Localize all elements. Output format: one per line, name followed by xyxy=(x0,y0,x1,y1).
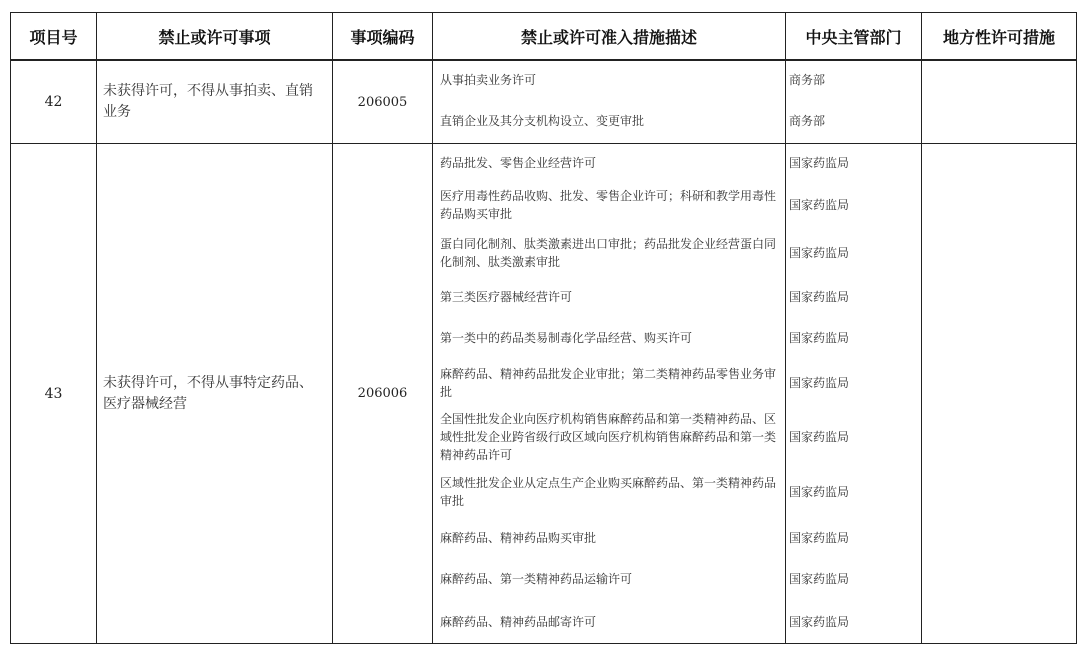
row-id: 43 xyxy=(11,144,97,644)
measure-desc: 区域性批发企业从定点生产企业购买麻醉药品、第一类精神药品审批 xyxy=(440,476,777,508)
measure-dept: 国家药监局 xyxy=(789,614,850,629)
measure-dept: 国家药监局 xyxy=(789,245,850,260)
measure-dept: 国家药监局 xyxy=(789,198,850,212)
dept-list xyxy=(786,60,922,144)
measure-desc: 麻醉药品、精神药品购买审批 xyxy=(440,530,597,545)
measure-dept: 国家药监局 xyxy=(789,485,850,499)
measure-desc: 第三类医疗器械经营许可 xyxy=(440,290,573,304)
measure-desc: 麻醉药品、精神药品批发企业审批；第二类精神药品零售业务审批 xyxy=(440,367,777,399)
measure-dept: 国家药监局 xyxy=(789,331,850,345)
measure-dept: 国家药监局 xyxy=(789,376,850,390)
measure-list xyxy=(433,144,786,644)
measure-dept: 商务部 xyxy=(789,114,826,128)
row-item: 未获得许可，不得从事拍卖、直销业务 xyxy=(97,60,333,144)
header-desc: 禁止或许可准入措施描述 xyxy=(433,13,786,61)
measure-dept: 国家药监局 xyxy=(789,530,850,545)
measure-desc: 医疗用毒性药品收购、批发、零售企业许可；科研和教学用毒性药品购买审批 xyxy=(440,189,777,221)
header-id: 项目号 xyxy=(11,13,97,61)
measure-list xyxy=(433,60,786,144)
measure-dept: 商务部 xyxy=(789,73,826,87)
row-code: 206006 xyxy=(333,144,433,644)
table-row xyxy=(11,60,1077,144)
measure-dept: 国家药监局 xyxy=(789,156,850,170)
row-local xyxy=(922,60,1077,144)
measure-desc: 全国性批发企业向医疗机构销售麻醉药品和第一类精神药品、区域性批发企业跨省级行政区域向医疗机构销售麻醉药品和第一类精神药品许可 xyxy=(440,412,777,462)
measure-desc: 直销企业及其分支机构设立、变更审批 xyxy=(440,114,645,128)
header-local: 地方性许可措施 xyxy=(922,13,1077,61)
measure-desc: 麻醉药品、第一类精神药品运输许可 xyxy=(440,572,633,586)
table-row xyxy=(11,144,1077,644)
header-item: 禁止或许可事项 xyxy=(97,13,333,61)
measure-desc: 第一类中的药品类易制毒化学品经营、购买许可 xyxy=(440,331,693,345)
header-row xyxy=(11,13,1077,61)
measure-desc: 麻醉药品、精神药品邮寄许可 xyxy=(440,614,597,629)
row-local xyxy=(922,144,1077,644)
measure-desc: 蛋白同化制剂、肽类激素进出口审批；药品批发企业经营蛋白同化制剂、肽类激素审批 xyxy=(440,236,777,269)
dept-list xyxy=(786,144,922,644)
row-id: 42 xyxy=(11,60,97,144)
row-item: 未获得许可，不得从事特定药品、医疗器械经营 xyxy=(97,144,333,644)
measure-desc: 从事拍卖业务许可 xyxy=(440,73,537,87)
measure-dept: 国家药监局 xyxy=(789,290,850,304)
measure-dept: 国家药监局 xyxy=(789,572,850,586)
measure-desc: 药品批发、零售企业经营许可 xyxy=(440,156,597,170)
header-code: 事项编码 xyxy=(333,13,433,61)
permit-table xyxy=(10,12,1077,644)
header-dept: 中央主管部门 xyxy=(786,13,922,61)
row-code: 206005 xyxy=(333,60,433,144)
measure-dept: 国家药监局 xyxy=(789,430,850,444)
